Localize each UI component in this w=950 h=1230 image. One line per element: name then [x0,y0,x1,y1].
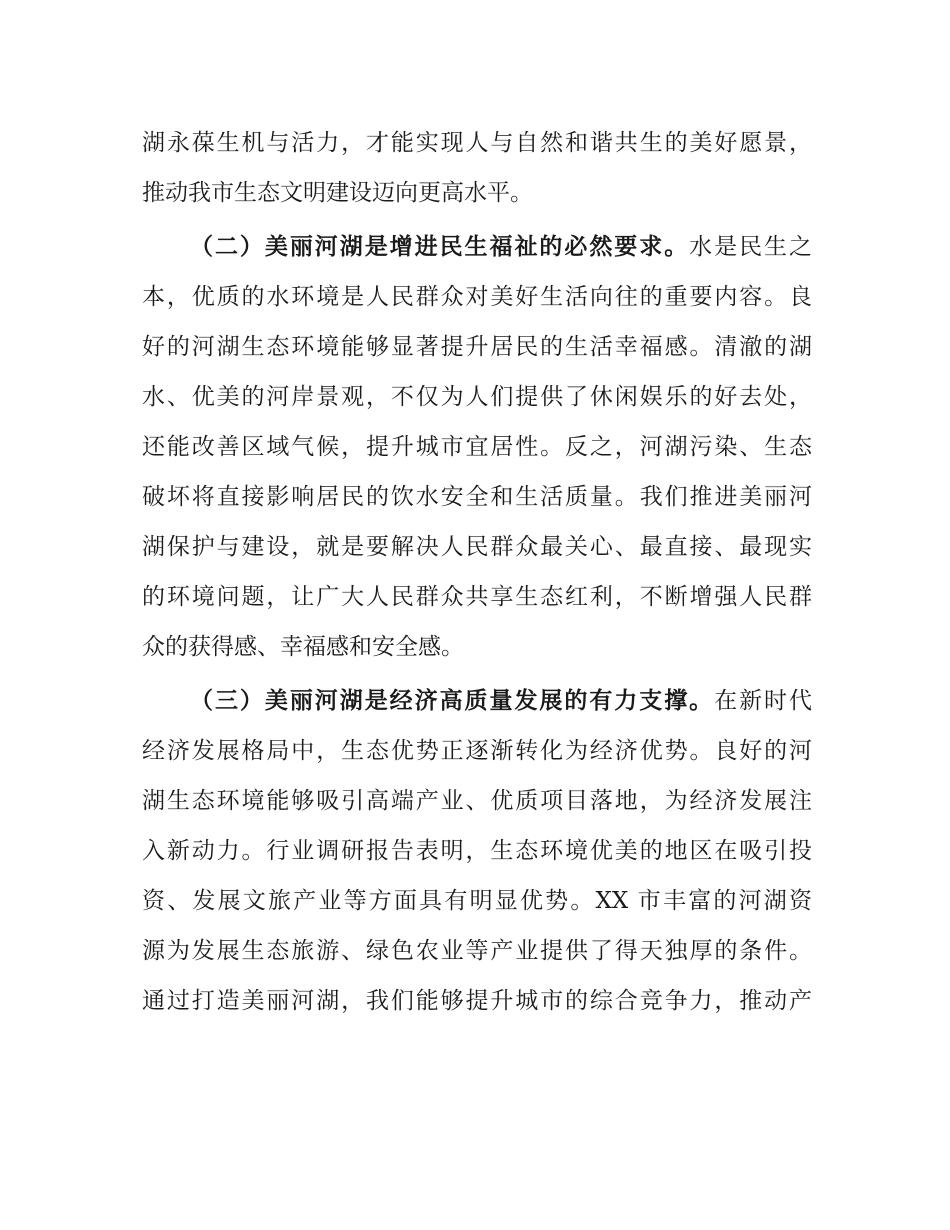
section-heading: （三）美丽河湖是经济高质量发展的有力支撑。 [190,688,715,714]
text-line [142,222,812,272]
text-line: 经济发展格局中，生态优势正逐渐转化为经济优势。良好的河 [142,738,812,764]
text-line: 源为发展生态旅游、绿色农业等产业提供了得天独厚的条件。 [142,938,812,964]
text-line: 推动我市生态文明建设迈向更高水平。 [142,180,533,206]
text-line: 还能改善区域气候，提升城市宜居性。反之，河湖污染、生态 [142,434,812,460]
text-run: 水是民生之 [689,234,813,260]
text-line: 破坏将直接影响居民的饮水安全和生活质量。我们推进美丽河 [142,484,812,510]
section-heading: （二）美丽河湖是增进民生福祉的必然要求。 [190,234,690,260]
text-line: 湖永葆生机与活力，才能实现人与自然和谐共生的美好愿景， [142,130,812,156]
paragraph-continuation [142,118,812,218]
paragraph-section-3 [142,676,812,1026]
text-line: 的环境问题，让广大人民群众共享生态红利，不断增强人民群 [142,584,812,610]
text-line: 水、优美的河岸景观，不仅为人们提供了休闲娱乐的好去处， [142,384,812,410]
text-line: 通过打造美丽河湖，我们能够提升城市的综合竞争力，推动产 [142,988,812,1014]
text-line: 资、发展文旅产业等方面具有明显优势。XX 市丰富的河湖资 [142,888,812,914]
text-line: 入新动力。行业调研报告表明，生态环境优美的地区在吸引投 [142,838,812,864]
text-line: 众的获得感、幸福感和安全感。 [142,634,464,660]
text-line: 湖保护与建设，就是要解决人民群众最关心、最直接、最现实 [142,534,812,560]
text-line: 好的河湖生态环境能够显著提升居民的生活幸福感。清澈的湖 [142,334,812,360]
document-page [142,118,812,1026]
text-line [142,676,812,726]
paragraph-section-2 [142,222,812,672]
text-line: 湖生态环境能够吸引高端产业、优质项目落地，为经济发展注 [142,788,812,814]
text-line: 本，优质的水环境是人民群众对美好生活向往的重要内容。良 [142,284,812,310]
text-run: 在新时代 [714,688,813,714]
